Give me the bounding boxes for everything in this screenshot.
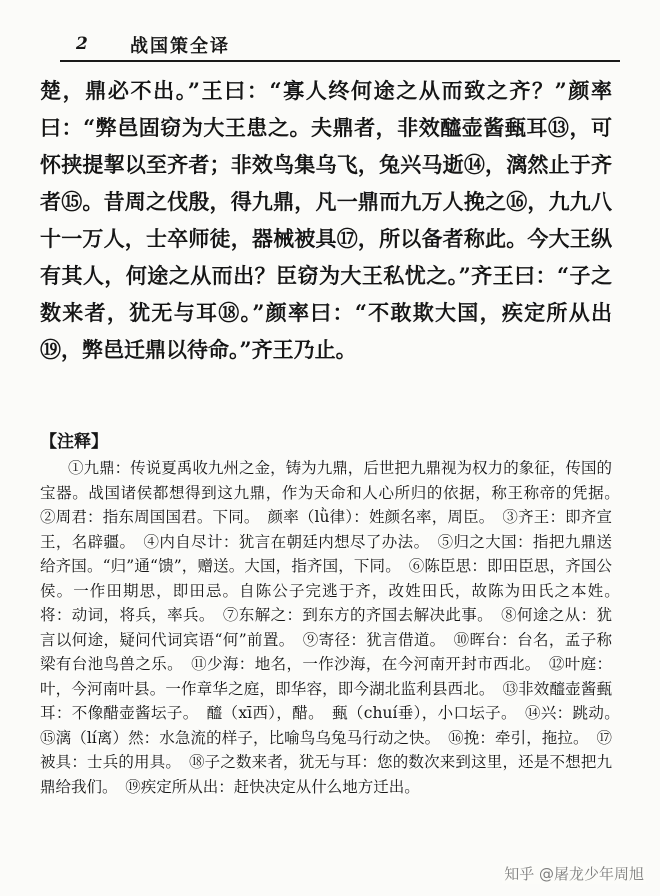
page-header	[60, 26, 620, 62]
notes-body: ①九鼎：传说夏禹收九州之金，铸为九鼎，后世把九鼎视为权力的象征，传国的宝器。战国诸侯都想得到这九鼎，作为天命和人心所归的依据，称王称帝的凭据。 ②周君：指东周国国君。下同。 颜率（lǜ律）：姓颜名率，周臣。 ③齐王：即齐宣王，名辟疆。 ④内自尽计：犹言在朝廷内想尽了办法。 ⑤归之大国：指把九鼎送给齐国。“归”通“馈”，赠送。大国，指齐国，下同。 ⑥陈臣思：即田臣思，齐国公侯。一作田期思，即田忌。自陈公子完逃于齐，改姓田氏，故陈为田氏之本姓。 将：动词，将兵，率兵。 ⑦东解之：到东方的齐国去解决此事。 ⑧何途之从：犹言以何途，疑问代词宾语“何”前置。 ⑨寄径：犹言借道。 ⑩晖台：台名，孟子称梁有台池鸟兽之乐。 ⑪少海：地名，一作沙海，在今河南开封市西北。 ⑫叶庭：叶，今河南叶县。一作章华之庭，即华容，即今湖北监利县西北。 ⑬非效醯壶酱甀耳：不像醋壶酱坛子。 醯（xī西），醋。 甀（chuí垂），小口坛子。 ⑭兴：跳动。 ⑮漓（lí离）然：水急流的样子，比喻鸟乌兔马行动之快。 ⑯挽：牵引，拖拉。 ⑰被具：士兵的用具。 ⑱子之数来者，犹无与耳：您的数次来到这里，还是不想把九鼎给我们。 ⑲疾定所从出：赶快决定从什么地方迁出。	[40, 459, 628, 796]
page-number: 2	[76, 34, 88, 54]
watermark: 知乎 @屠龙少年周旭	[504, 865, 644, 883]
main-passage: 楚，鼎必不出。”王曰：“寡人终何途之从而致之齐？”颜率曰：“弊邑固窃为大王患之。夫鼎者，非效醯壶酱甀耳⑬，可怀挟提挈以至齐者；非效鸟集乌飞，兔兴马逝⑭，漓然止于齐者⑮。昔周之伐殷，得九鼎，凡一鼎而九万人挽之⑯，九九八十一万人，士卒师徒，器械被具⑰，所以备者称此。今大王纵有其人，何途之从而出？臣窃为大王私忧之。”齐王曰：“子之数来者，犹无与耳⑱。”颜率曰：“不敢欺大国，疾定所从出⑲，弊邑迁鼎以待命。”齐王乃止。	[40, 78, 612, 362]
notes-heading: 【注释】	[40, 432, 108, 452]
book-title: 战国策全译	[130, 36, 230, 57]
